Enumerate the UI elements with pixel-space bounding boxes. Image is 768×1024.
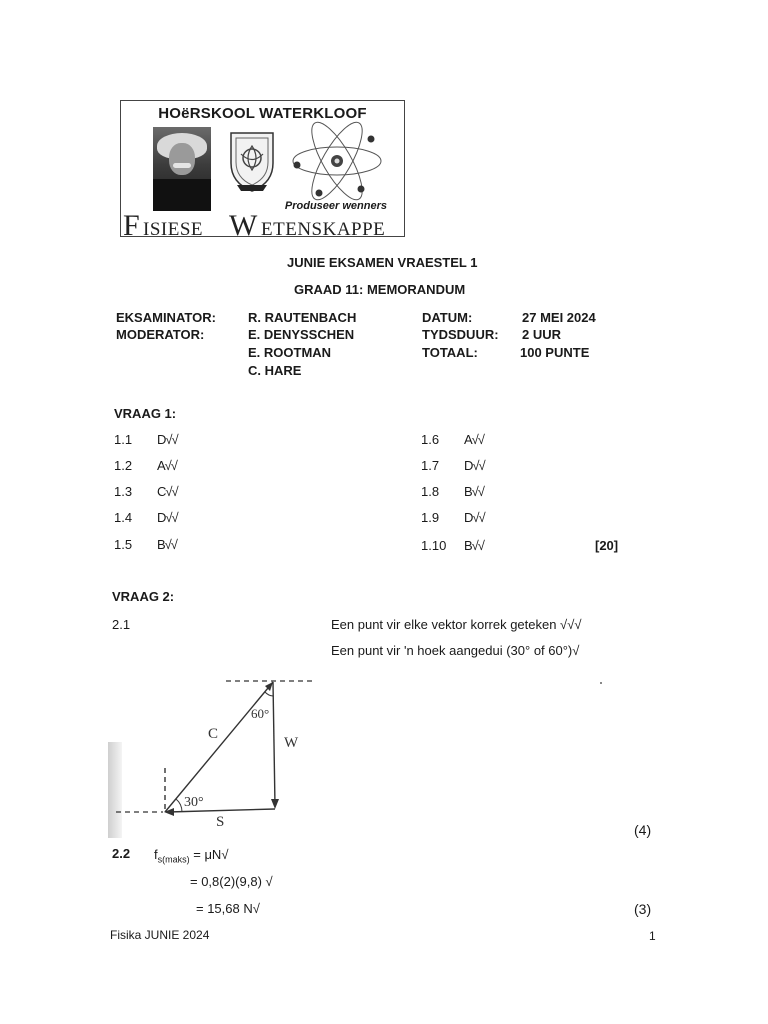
answer-number: 1.6 (421, 432, 440, 447)
answer-value: B√√ (464, 538, 484, 553)
moderator-label: MODERATOR: (116, 327, 205, 342)
answer-value: D√√ (157, 432, 178, 447)
label-w: W (284, 735, 299, 751)
grade-title: GRAAD 11: MEMORANDUM (294, 282, 466, 297)
vector-s-arrowhead (164, 808, 174, 816)
question-2-1-number: 2.1 (112, 617, 131, 632)
question-1-total: [20] (595, 538, 619, 553)
total-label: TOTAAL: (422, 345, 478, 360)
atom-icon (289, 121, 385, 201)
vector-w (273, 682, 275, 806)
friction-substitution: = 0,8(2)(9,8) √ (190, 874, 273, 889)
answer-number: 1.10 (421, 538, 447, 553)
page-number: 1 (649, 929, 656, 943)
duration-value: 2 UUR (522, 327, 562, 342)
question-2-2-marks: (3) (634, 901, 652, 917)
answer-value: A√√ (157, 458, 177, 473)
school-motto: Produseer wenners (284, 200, 387, 212)
answer-number: 1.7 (421, 458, 440, 473)
answer-number: 1.4 (114, 510, 133, 525)
svg-text:F: F (123, 209, 140, 237)
answer-value: B√√ (464, 484, 484, 499)
scan-shadow (108, 742, 122, 838)
answer-value: A√√ (464, 432, 484, 447)
date-value: 27 MEI 2024 (522, 310, 596, 325)
friction-answer: = 15,68 N√ (196, 901, 260, 916)
scientist-portrait (153, 127, 211, 211)
answer-value: D√√ (157, 510, 178, 525)
label-c: C (208, 726, 219, 742)
answer-number: 1.3 (114, 484, 133, 499)
vector-w-arrowhead (271, 799, 279, 809)
answer-value: C√√ (157, 484, 178, 499)
vector-c (165, 682, 273, 812)
answer-number: 1.1 (114, 432, 133, 447)
marking-note-vectors: Een punt vir elke vektor korrek geteken √√√ (331, 617, 582, 632)
question-2-2-number: 2.2 (112, 846, 131, 861)
friction-equation (154, 847, 228, 865)
question-1-heading: VRAAG 1: (114, 406, 177, 421)
question-2-heading: VRAAG 2: (112, 589, 175, 604)
moderator-name: E. ROOTMAN (248, 345, 332, 360)
friction-subscript: s(maks) (157, 854, 190, 865)
label-angle-30: 30° (184, 795, 204, 810)
total-value: 100 PUNTE (520, 345, 590, 360)
department-title (121, 209, 404, 235)
label-angle-60: 60° (251, 706, 270, 721)
answer-value: D√√ (464, 458, 485, 473)
examiner-name: R. RAUTENBACH (248, 310, 357, 325)
friction-symbol: f (154, 847, 158, 862)
friction-equation-rest: = μN√ (189, 847, 229, 862)
footer-label: Fisika JUNIE 2024 (110, 928, 210, 942)
examiner-label: EKSAMINATOR: (116, 310, 216, 325)
svg-text:W: W (229, 209, 258, 237)
answer-number: 1.5 (114, 537, 133, 552)
answer-value: B√√ (157, 537, 177, 552)
label-s: S (216, 814, 225, 830)
question-2-1-marks: (4) (634, 822, 652, 838)
moderator-name: C. HARE (248, 363, 302, 378)
speck (600, 682, 602, 684)
angle-arc-60 (265, 692, 273, 696)
moderator-name: E. DENYSSCHEN (248, 327, 355, 342)
duration-label: TYDSDUUR: (422, 327, 499, 342)
date-label: DATUM: (422, 310, 473, 325)
school-name: HOëRSKOOL WATERKLOOF (158, 105, 367, 122)
school-banner (120, 100, 405, 237)
vector-triangle-diagram (108, 672, 322, 838)
angle-arc-30 (176, 799, 182, 812)
department-wordmark (121, 209, 404, 237)
answer-value: D√√ (464, 510, 485, 525)
answer-number: 1.2 (114, 458, 133, 473)
answer-number: 1.9 (421, 510, 440, 525)
answer-number: 1.8 (421, 484, 440, 499)
svg-text:ISIESE: ISIESE (143, 219, 203, 237)
exam-title: JUNIE EKSAMEN VRAESTEL 1 (287, 255, 478, 270)
svg-text:ETENSKAPPE: ETENSKAPPE (261, 219, 386, 237)
marking-note-angle: Een punt vir 'n hoek aangedui (30° of 60°)√ (331, 643, 580, 658)
school-crest-icon (227, 129, 277, 195)
